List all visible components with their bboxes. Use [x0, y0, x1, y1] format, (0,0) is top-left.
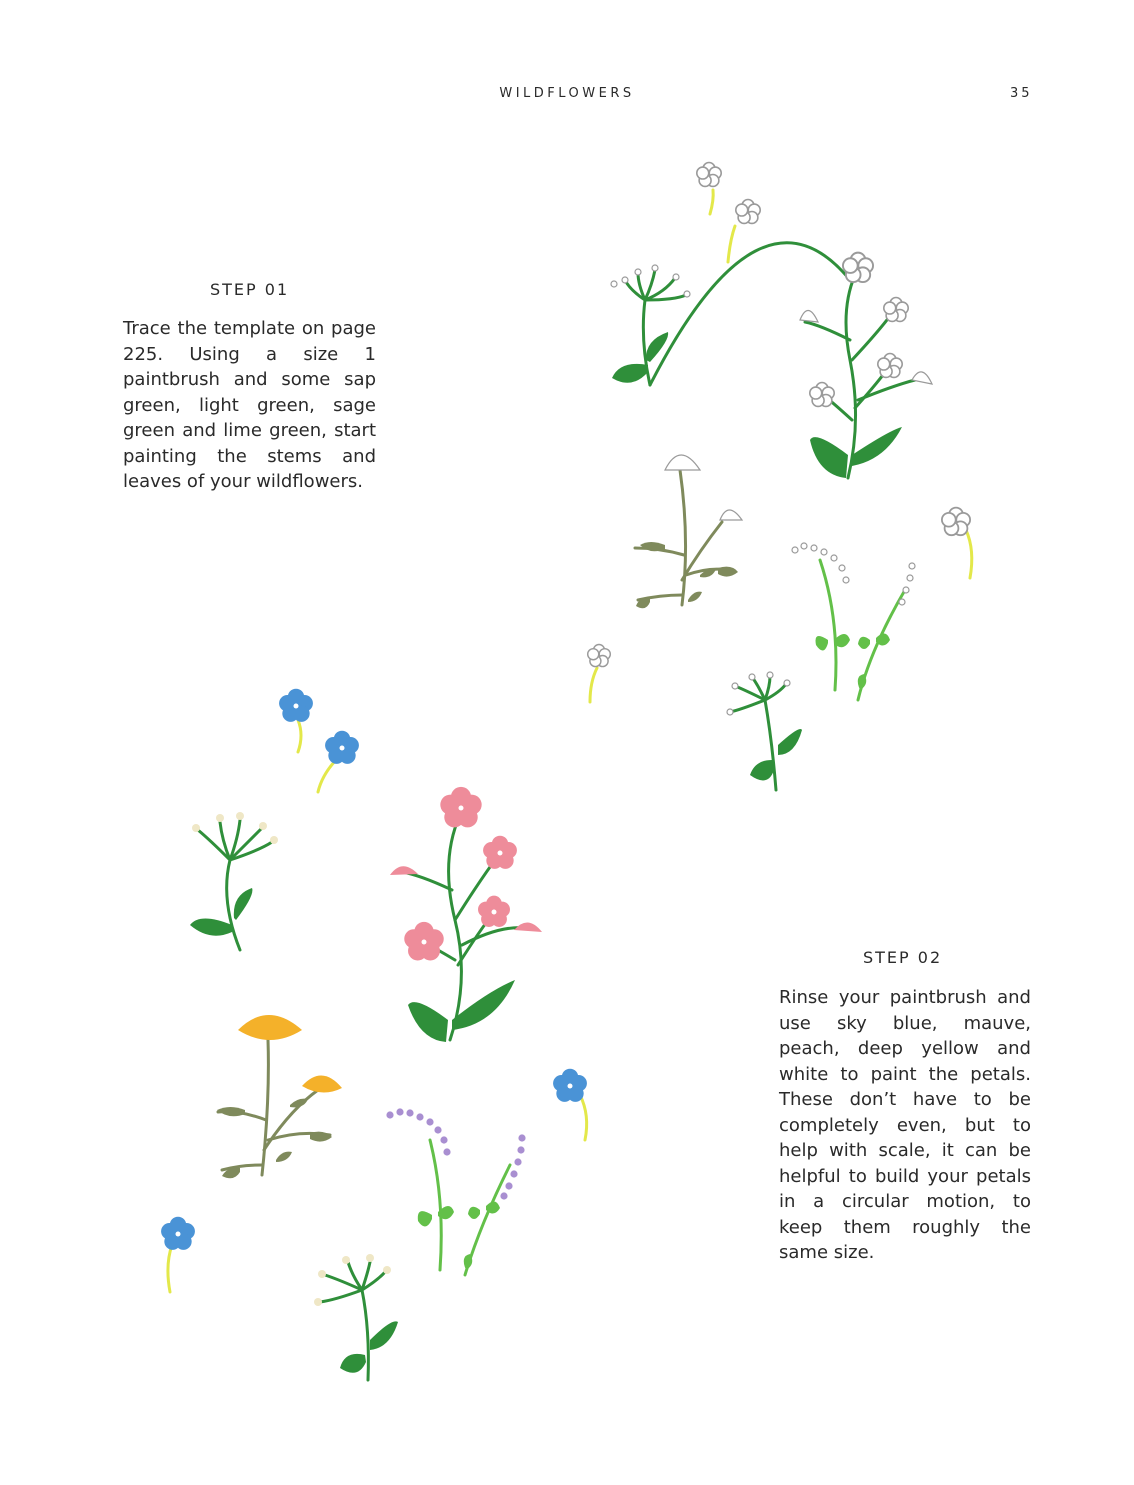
step-02-text: Rinse your paintbrush and use sky blue, mauve, peach, deep yellow and white to paint the petals. These don’t have to be completely even, but to help with scale, it can be helpful to build your petals in a circular motion, to keep them roughly the same size.	[779, 987, 1031, 1263]
step-01-title: STEP 01	[210, 280, 290, 299]
step01-white-blossoms	[588, 163, 970, 715]
step-02-title: STEP 02	[863, 948, 943, 967]
step-01-text: Trace the template on page 225. Using a size 1 paintbrush and some sap green, light green, sage green and lime green, start painting the stems and leaves of your wildflowers.	[123, 318, 376, 492]
step02-petals-group	[161, 689, 587, 1306]
step02-stems-group	[168, 720, 587, 1380]
page-number: 35	[1010, 86, 1033, 101]
step01-stems-group	[590, 190, 972, 790]
step02-leaves-group	[190, 888, 515, 1373]
running-head: WILDFLOWERS	[499, 86, 635, 101]
